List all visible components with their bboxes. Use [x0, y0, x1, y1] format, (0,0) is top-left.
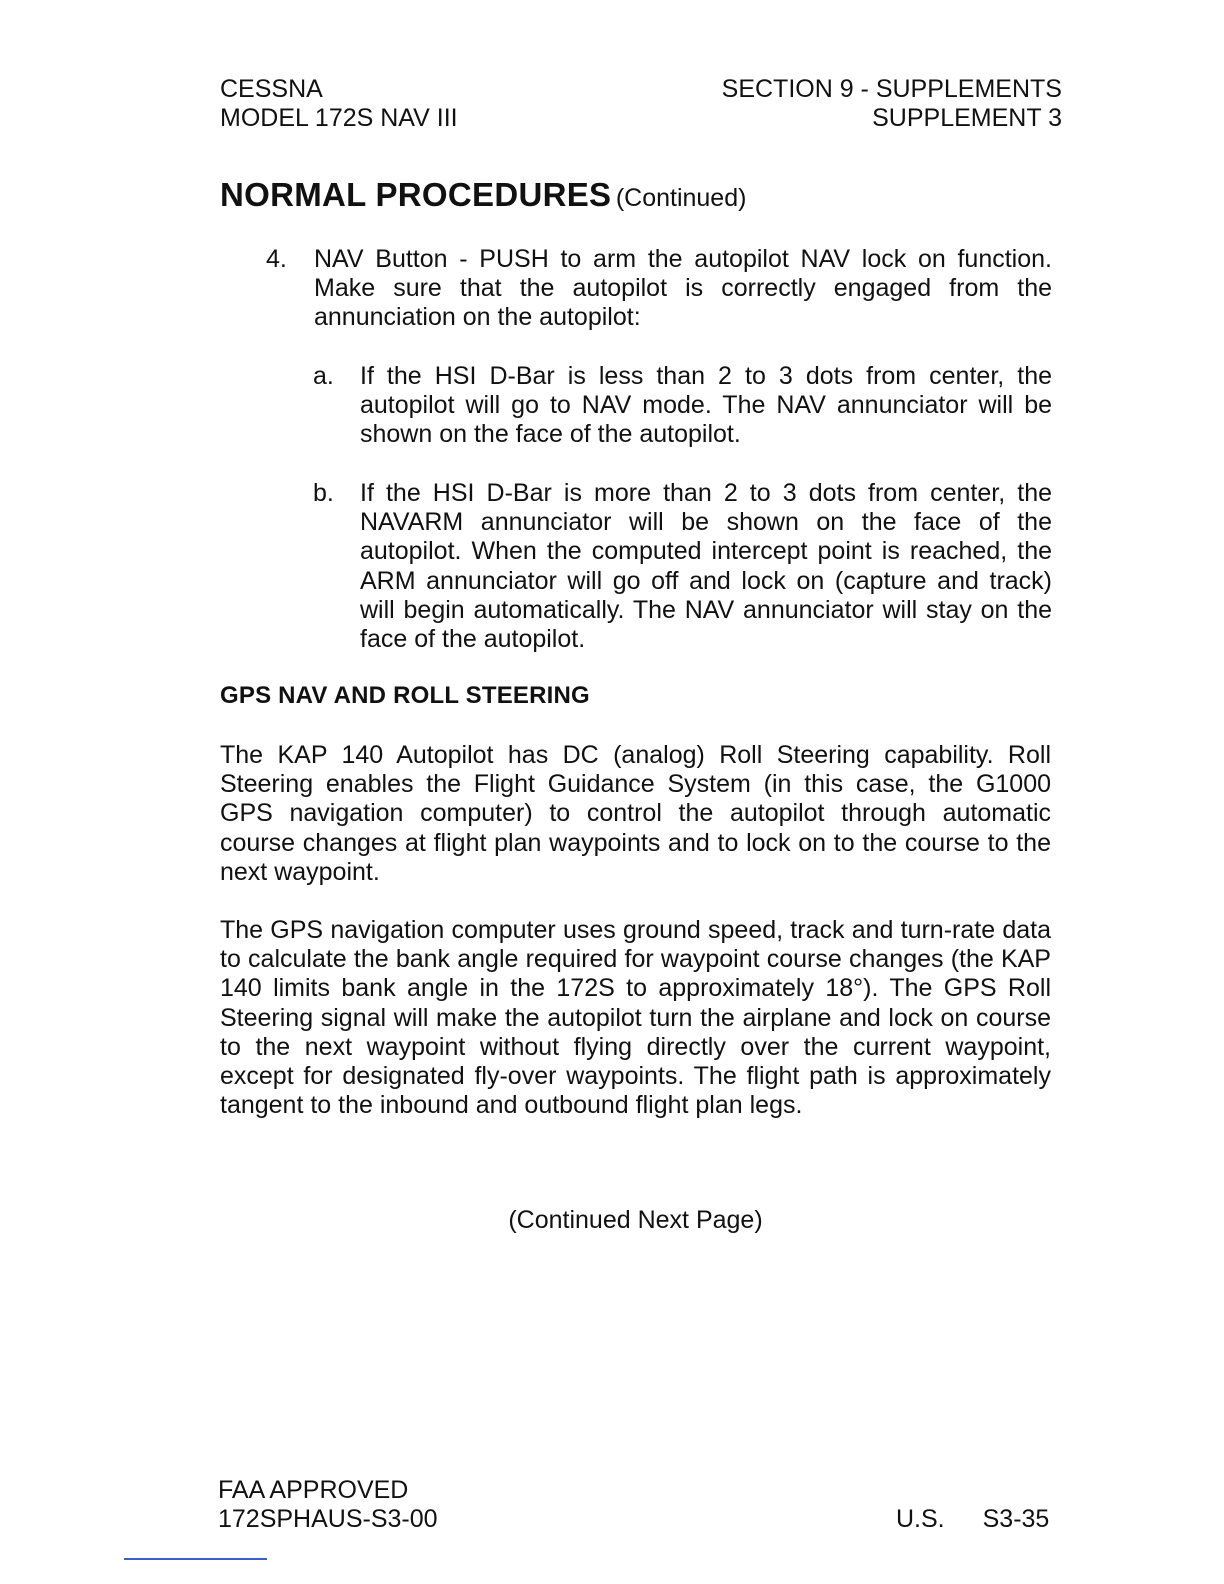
page-title-main: NORMAL PROCEDURES: [220, 176, 612, 213]
continued-note: (Continued Next Page): [508, 1206, 763, 1234]
approval-label: FAA APPROVED: [218, 1476, 409, 1504]
model-label: MODEL 172S NAV III: [220, 104, 458, 132]
running-header-right: [690, 75, 1062, 133]
section-heading: GPS NAV AND ROLL STEERING: [220, 682, 590, 709]
substep-letter: a.: [313, 362, 334, 390]
supplement-label: SUPPLEMENT 3: [872, 104, 1062, 132]
running-header-left: [220, 75, 458, 133]
footer-rule: [124, 1558, 267, 1560]
body-paragraph: The KAP 140 Autopilot has DC (analog) Roll Steering capability. Roll Steering enables the Flight Guidance System (in this case, the G1000 GPS navigation computer) to control the autopilot through automatic course changes at flight plan waypoints and to lock on to the course to the next waypoint.: [220, 741, 1051, 886]
footer-right: [896, 1505, 1049, 1534]
section-label: SECTION 9 - SUPPLEMENTS: [721, 75, 1062, 103]
substep-letter: b.: [313, 479, 334, 507]
page-number: S3-35: [982, 1505, 1050, 1533]
region-label: U.S.: [896, 1505, 945, 1533]
page-title-suffix: (Continued): [615, 184, 747, 212]
document-id: 172SPHAUS-S3-00: [218, 1505, 438, 1533]
footer-left: [218, 1476, 438, 1534]
step-number: 4.: [266, 245, 287, 273]
substep-text: If the HSI D-Bar is more than 2 to 3 dots from center, the NAVARM annunciator will be shown on the face of the autopilot. When the computed intercept point is reached, the ARM annunciator will go off and lock on (capture and track) will begin automatically. The NAV annunciator will stay on the face of the autopilot.: [360, 479, 1052, 654]
manufacturer-label: CESSNA: [220, 75, 323, 103]
substep-text: If the HSI D-Bar is less than 2 to 3 dots from center, the autopilot will go to NAV mode. The NAV annunciator will be shown on the face of the autopilot.: [360, 362, 1052, 449]
step-text: NAV Button - PUSH to arm the autopilot NAV lock on function. Make sure that the autopilot is correctly engaged from the annunciation on the autopilot:: [314, 245, 1052, 332]
body-paragraph: The GPS navigation computer uses ground speed, track and turn-rate data to calculate the bank angle required for waypoint course changes (the KAP 140 limits bank angle in the 172S to approximately 18°). The GPS Roll Steering signal will make the autopilot turn the airplane and lock on course to the next waypoint without flying directly over the current waypoint, except for designated fly-over waypoints. The flight path is approximately tangent to the inbound and outbound flight plan legs.: [220, 916, 1051, 1120]
page-title: [220, 176, 746, 214]
